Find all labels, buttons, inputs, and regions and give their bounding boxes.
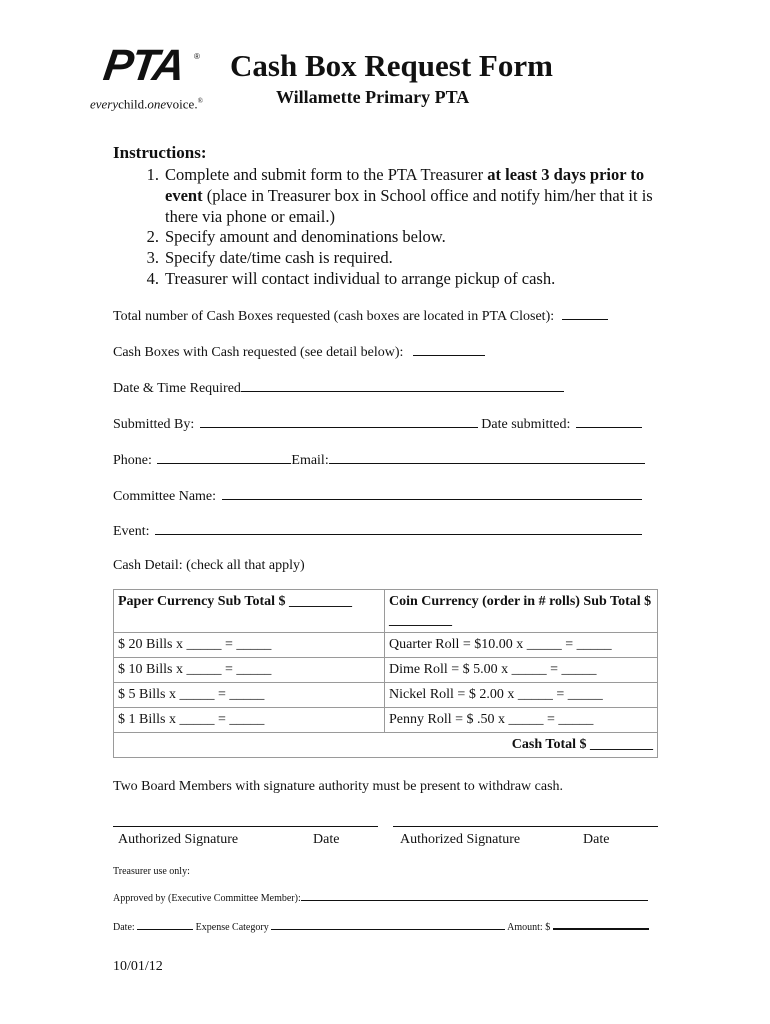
- submitted-by-field[interactable]: [200, 414, 478, 428]
- approved-by-row: [113, 891, 648, 905]
- treasurer-date-label: Date:: [113, 922, 135, 933]
- total-boxes-row: [113, 306, 608, 326]
- coin-row-dime[interactable]: Dime Roll = $ 5.00 x _____ = _____: [385, 658, 658, 683]
- instruction-text: Treasurer will contact individual to arrange pickup of cash.: [165, 268, 556, 288]
- pta-logo-registered-mark: ®: [194, 52, 200, 61]
- coin-row-quarter[interactable]: Quarter Roll = $10.00 x _____ = _____: [385, 633, 658, 658]
- committee-row: [113, 486, 642, 506]
- instruction-number: 2.: [146, 227, 159, 247]
- treasurer-details-row: [113, 919, 649, 934]
- committee-field[interactable]: [222, 486, 642, 500]
- treasurer-date-field[interactable]: [137, 920, 193, 930]
- table-header-row: [114, 590, 658, 633]
- paper-row-10[interactable]: $ 10 Bills x _____ = _____: [114, 658, 385, 683]
- email-field[interactable]: [329, 450, 645, 464]
- submitted-by-label: Submitted By:: [113, 417, 195, 432]
- amount-field[interactable]: [553, 919, 649, 930]
- cash-total[interactable]: Cash Total $ _________: [114, 733, 658, 758]
- instruction-item: [125, 269, 685, 290]
- signature-2-label: Authorized Signature: [400, 832, 521, 847]
- instruction-item: [125, 248, 685, 269]
- expense-category-field[interactable]: [271, 920, 505, 930]
- instructions-heading: Instructions:: [113, 143, 207, 162]
- total-boxes-label: Total number of Cash Boxes requested (cash boxes are located in PTA Closet):: [113, 309, 555, 324]
- date-time-row: [113, 378, 564, 398]
- table-row: [114, 708, 658, 733]
- coin-currency-header[interactable]: Coin Currency (order in # rolls) Sub Total $ _________: [385, 590, 658, 633]
- instruction-text: Specify date/time cash is required.: [165, 248, 393, 268]
- coin-row-nickel[interactable]: Nickel Roll = $ 2.00 x _____ = _____: [385, 683, 658, 708]
- signature-2-date-label: Date: [583, 832, 610, 847]
- contact-row: [113, 450, 645, 470]
- instruction-number: 1.: [146, 165, 159, 184]
- event-field[interactable]: [155, 521, 642, 535]
- tagline-voice: voice.: [166, 96, 198, 112]
- paper-row-20[interactable]: $ 20 Bills x _____ = _____: [114, 633, 385, 658]
- instruction-number: 3.: [146, 248, 159, 268]
- signature-1-label: Authorized Signature: [118, 832, 239, 847]
- tagline-one: one: [147, 96, 167, 112]
- board-members-note: Two Board Members with signature authority must be present to withdraw cash.: [113, 779, 564, 794]
- tagline-child: child.: [118, 96, 148, 112]
- submitted-row: [113, 414, 642, 434]
- signature-line-1[interactable]: [113, 826, 378, 827]
- boxes-with-cash-field[interactable]: [413, 342, 485, 356]
- signature-line-2[interactable]: [393, 826, 658, 827]
- event-label: Event:: [113, 524, 150, 539]
- total-boxes-field[interactable]: [562, 306, 608, 320]
- table-row: [114, 658, 658, 683]
- table-row: [114, 633, 658, 658]
- tagline-registered: ®: [197, 97, 203, 105]
- committee-label: Committee Name:: [113, 489, 217, 504]
- page-subtitle: Willamette Primary PTA: [276, 87, 470, 107]
- date-time-label: Date & Time Required: [113, 381, 241, 396]
- version-date: 10/01/12: [113, 959, 163, 974]
- amount-label: Amount: $: [507, 922, 551, 933]
- instruction-text-bold: at least 3 days prior to event: [165, 165, 645, 205]
- phone-label: Phone:: [113, 453, 152, 468]
- coin-row-penny[interactable]: Penny Roll = $ .50 x _____ = _____: [385, 708, 658, 733]
- pta-logo-wordmark: PTA: [100, 41, 187, 90]
- date-submitted-label: Date submitted:: [481, 417, 571, 432]
- cash-detail-label: Cash Detail: (check all that apply): [113, 558, 305, 573]
- approved-by-field[interactable]: [301, 891, 648, 901]
- instruction-item: [125, 165, 685, 227]
- event-row: [113, 521, 642, 541]
- treasurer-heading: Treasurer use only:: [113, 866, 190, 877]
- cash-detail-table: [113, 589, 658, 758]
- pta-logo-tagline: [90, 93, 203, 112]
- paper-currency-header[interactable]: Paper Currency Sub Total $ _________: [114, 590, 385, 633]
- tagline-every: every: [90, 96, 119, 112]
- instruction-text: Specify amount and denominations below.: [165, 227, 446, 247]
- approved-by-label: Approved by (Executive Committee Member):: [113, 893, 301, 904]
- table-row: [114, 683, 658, 708]
- instruction-text-post: (place in Treasurer box in School office and notify him/her that it is there via phone or email.): [165, 185, 653, 226]
- page-title: Cash Box Request Form: [230, 48, 553, 83]
- instructions-list: [125, 165, 685, 290]
- signature-1-date-label: Date: [313, 832, 340, 847]
- date-submitted-field[interactable]: [576, 414, 642, 428]
- email-label: Email:: [291, 453, 329, 468]
- paper-row-5[interactable]: $ 5 Bills x _____ = _____: [114, 683, 385, 708]
- expense-category-label: Expense Category: [195, 922, 269, 933]
- instruction-text-pre: Complete and submit form to the PTA Treasurer: [165, 165, 488, 184]
- paper-row-1[interactable]: $ 1 Bills x _____ = _____: [114, 708, 385, 733]
- instruction-number: 4.: [146, 268, 159, 288]
- instruction-text: [165, 165, 685, 227]
- phone-field[interactable]: [157, 450, 291, 464]
- instruction-item: [125, 227, 685, 248]
- boxes-with-cash-label: Cash Boxes with Cash requested (see detail below):: [113, 345, 404, 360]
- table-total-row: [114, 733, 658, 758]
- date-time-field[interactable]: [241, 378, 564, 392]
- boxes-with-cash-row: [113, 342, 485, 362]
